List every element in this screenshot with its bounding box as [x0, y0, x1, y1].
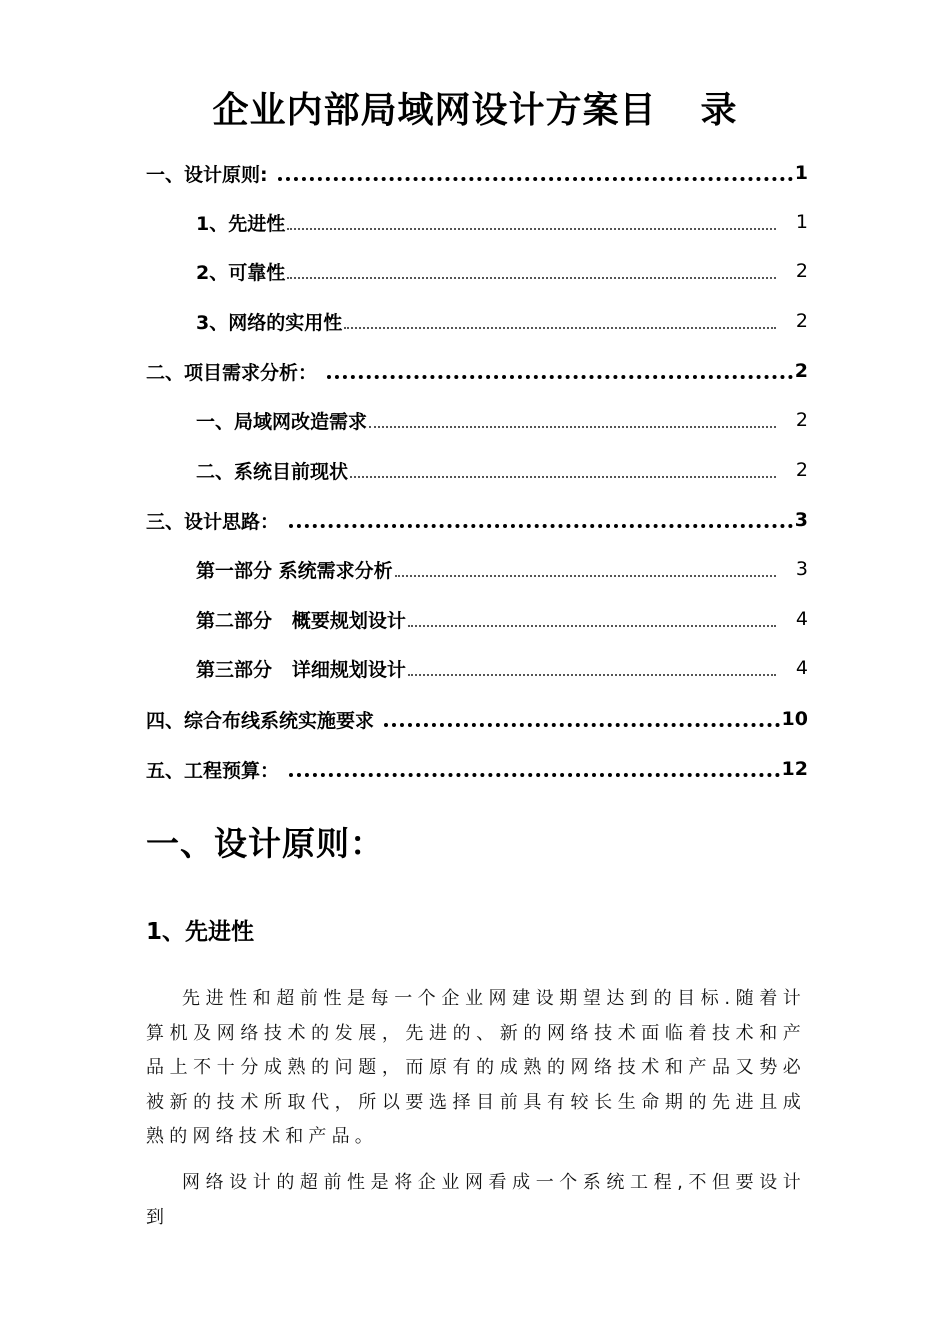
toc-entry[interactable]: [146, 754, 808, 784]
toc-page-number: 1: [795, 211, 808, 233]
toc-entry[interactable]: [196, 653, 808, 683]
toc-entry[interactable]: [196, 604, 808, 634]
document-title: [0, 82, 950, 133]
toc-page-number: 3: [794, 509, 808, 531]
toc-entry[interactable]: [196, 256, 808, 286]
toc-label: 二、系统目前现状: [196, 460, 349, 483]
toc-leader: [287, 277, 776, 279]
subsection-heading: 1、先进性: [146, 919, 255, 945]
toc-entry[interactable]: [146, 356, 808, 386]
toc-label: 四、综合布线系统实施要求: [146, 709, 375, 732]
toc-leader: [278, 177, 793, 181]
toc-label: 2、可靠性: [196, 261, 286, 284]
toc-entry[interactable]: [196, 455, 808, 485]
toc-label: 三、设计思路：: [146, 510, 280, 533]
body-paragraph: 网络设计的超前性是将企业网看成一个系统工程,不但要设计到: [146, 1172, 806, 1228]
toc-label: 第二部分 概要规划设计: [196, 609, 406, 632]
toc-page-number: 4: [795, 657, 808, 679]
toc-label: 第一部分 系统需求分析: [196, 559, 393, 582]
toc-label: 一、局域网改造需求: [196, 410, 368, 433]
toc-page-number: 2: [795, 409, 808, 431]
toc-leader: [327, 375, 793, 379]
title-main: 企业内部局域网设计方案目: [212, 89, 657, 131]
toc-page-number: 2: [795, 459, 808, 481]
toc-entry[interactable]: [146, 505, 808, 535]
toc-page-number: 2: [795, 260, 808, 282]
toc-leader: [350, 476, 776, 478]
toc-page-number: 2: [795, 310, 808, 332]
toc-label: 五、工程预算：: [146, 759, 280, 782]
toc-leader: [384, 723, 780, 727]
toc-leader: [344, 327, 776, 329]
toc-leader: [287, 228, 776, 230]
toc-page-number: 12: [781, 758, 808, 780]
toc-page-number: 10: [781, 708, 808, 730]
toc-page-number: 4: [795, 608, 808, 630]
toc-leader: [408, 674, 776, 676]
toc-entry[interactable]: [196, 306, 808, 336]
toc-entry[interactable]: [196, 554, 808, 584]
toc-entry[interactable]: [196, 405, 808, 435]
toc-label: 1、先进性: [196, 212, 286, 235]
toc-entry[interactable]: [196, 207, 808, 237]
toc-label: 二、项目需求分析：: [146, 361, 318, 384]
toc-label: 3、网络的实用性: [196, 311, 343, 334]
toc-label: 第三部分 详细规划设计: [196, 658, 406, 681]
title-suffix: 录: [700, 89, 738, 131]
body-paragraph: 先进性和超前性是每一个企业网建设期望达到的目标.随着计算机及网络技术的发展，先进的、新的网络技术面临着技术和产品上不十分成熟的问题，而原有的成熟的网络技术和产品又势必被新的技术所取代，所以要选择目前具有较长生命期的先进且成熟的网络技术和产品。: [146, 988, 806, 1147]
toc-entry[interactable]: [146, 158, 808, 188]
toc-page-number: 1: [794, 162, 808, 184]
toc-entry[interactable]: [146, 704, 808, 734]
toc-page-number: 3: [795, 558, 808, 580]
toc-leader: [369, 426, 776, 428]
toc-leader: [289, 524, 793, 528]
toc-leader: [408, 625, 776, 627]
toc-label: 一、设计原则:: [146, 163, 268, 186]
toc-page-number: 2: [794, 360, 808, 382]
toc-leader: [395, 575, 776, 577]
toc-leader: [289, 773, 780, 777]
section-heading: 一、设计原则：: [146, 824, 384, 863]
